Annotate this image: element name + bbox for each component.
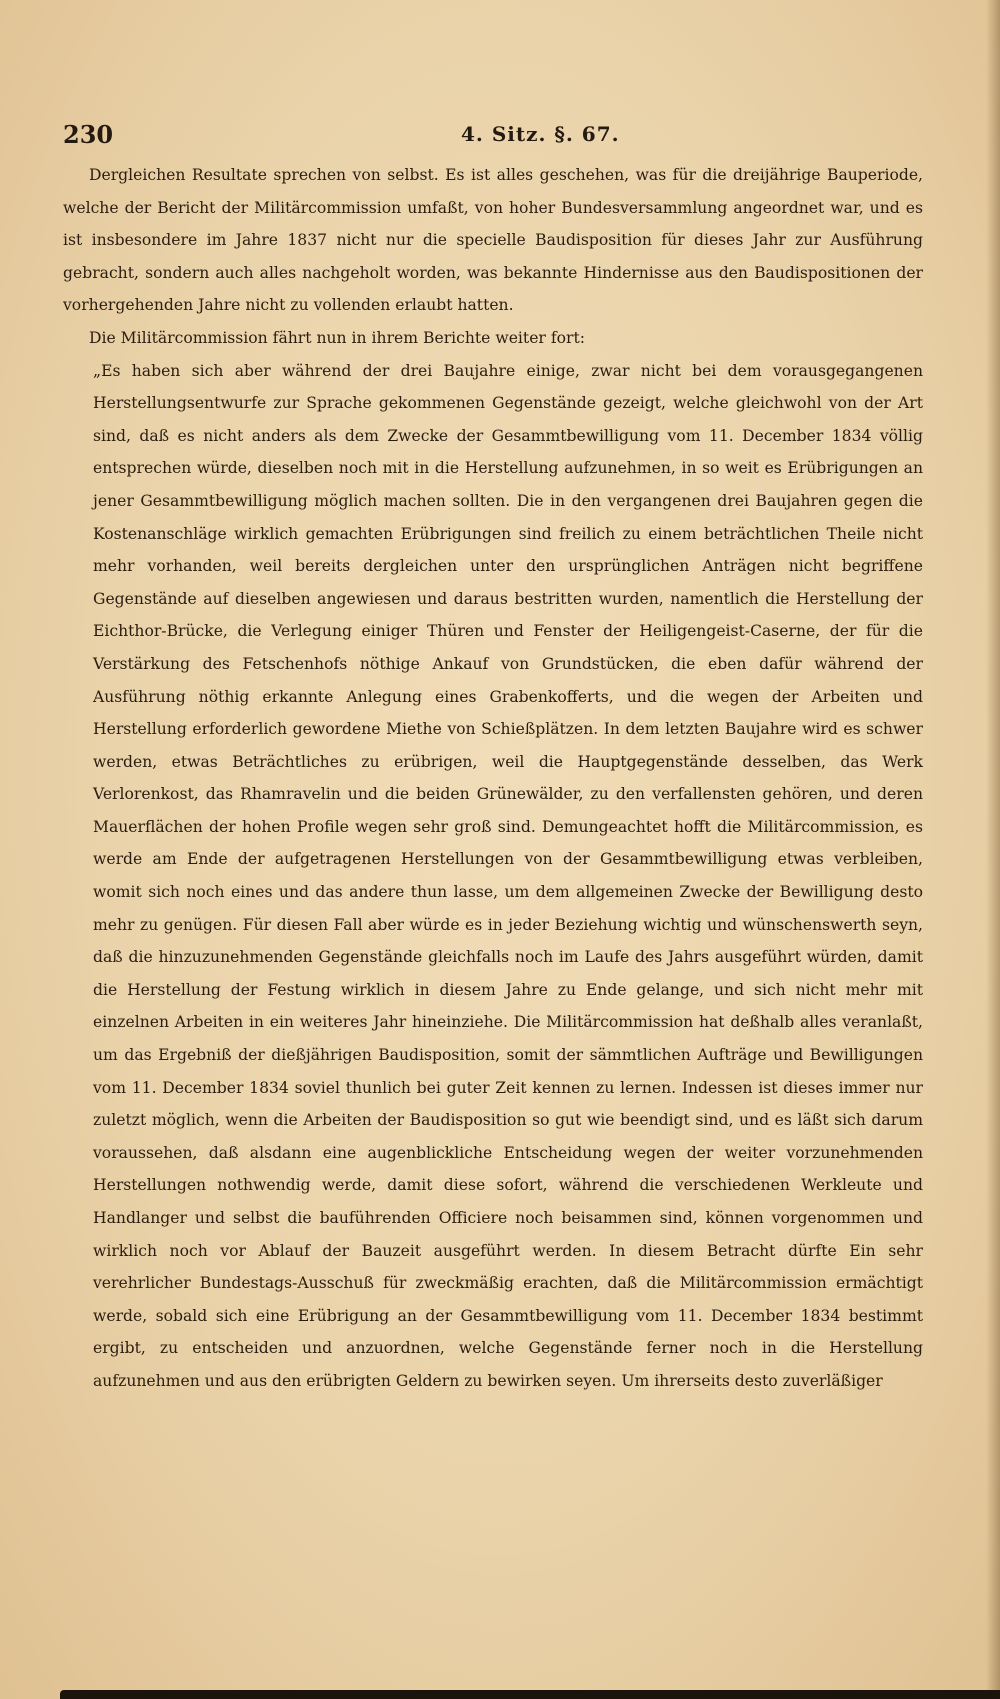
page-edge-shadow <box>60 1690 1000 1699</box>
paragraph: Dergleichen Resultate sprechen von selbst. Es ist alles geschehen, was für die dreijährige Bauperiode, welche der Bericht der Militärcommission umfaßt, von hoher Bundesversammlung angeordnet war, und es ist insbesondere im Jahre 1837 nicht nur die specielle Baudisposition für dieses Jahr zur Ausführung gebracht, sondern auch alles nachgeholt worden, was bekannte Hindernisse aus den Baudispositionen der vorhergehenden Jahre nicht zu vollenden erlaubt hatten. <box>63 166 923 315</box>
paragraph: Die Militärcommission fährt nun in ihrem Berichte weiter fort: <box>89 328 585 347</box>
running-head: 4. Sitz. §. 67. <box>461 122 620 146</box>
page-header <box>63 120 923 154</box>
page-number: 230 <box>63 120 114 149</box>
quoted-report: „Es haben sich aber während der drei Baujahre einige, zwar nicht bei dem vorausgegangenen Herstellungsentwurfe zur Sprache gekommenen Gegenstände gezeigt, welche gleichwohl von der Art sind, daß es nicht anders als dem Zwecke der Gesammtbewilligung vom 11. December 1834 völlig entsprechen würde, dieselben noch mit in die Herstellung aufzunehmen, in so weit es Erübrigungen an jener Gesammtbewilligung möglich machen sollten. Die in den vergangenen drei Baujahren gegen die Kostenanschläge wirklich gemachten Erübrigungen sind freilich zu einem beträchtlichen Theile nicht mehr vorhanden, weil bereits dergleichen unter den ursprünglichen Anträgen nicht begriffene Gegenstände auf dieselben angewiesen und daraus bestritten wurden, namentlich die Herstellung der Eichthor-Brücke, die Verlegung einiger Thüren und Fenster der Heiligengeist-Caserne, der für die Verstärkung des Fetschenhofs nöthige Ankauf von Grundstücken, die eben dafür während der Ausführung nöthig erkannte Anlegung eines Grabenkofferts, und die wegen der Arbeiten und Herstellung erforderlich gewordene Miethe von Schießplätzen. In dem letzten Baujahre wird es schwer werden, etwas Beträchtliches zu erübrigen, weil die Hauptgegenstände desselben, das Werk Verlorenkost, das Rhamravelin und die beiden Grünewälder, zu den verfallensten gehören, und deren Mauerflächen der hohen Profile wegen sehr groß sind. Demungeachtet hofft die Militärcommission, es werde am Ende der aufgetragenen Herstellungen von der Gesammtbewilligung etwas verbleiben, womit sich noch eines und das andere thun lasse, um dem allgemeinen Zwecke der Bewilligung desto mehr zu genügen. Für diesen Fall aber würde es in jeder Beziehung wichtig und wünschenswerth seyn, daß die hinzuzunehmenden Gegenstände gleichfalls noch im Laufe des Jahrs ausgeführt würden, damit die Herstellung der Festung wirklich in diesem Jahre zu Ende gelange, und sich nicht mehr mit einzelnen Arbeiten in ein weiteres Jahr hineinziehe. Die Militärcommission hat deßhalb alles veranlaßt, um das Ergebniß der dießjährigen Baudisposition, somit der sämmtlichen Aufträge und Bewilligungen vom 11. December 1834 soviel thunlich bei guter Zeit kennen zu lernen. Indessen ist dieses immer nur zuletzt möglich, wenn die Arbeiten der Baudisposition so gut wie beendigt sind, und es läßt sich darum voraussehen, daß alsdann eine augenblickliche Entscheidung wegen der weiter vorzunehmenden Herstellungen nothwendig werde, damit diese sofort, während die verschiedenen Werkleute und Handlanger und selbst die bauführenden Officiere noch beisammen sind, können vorgenommen und wirklich noch vor Ablauf der Bauzeit ausgeführt werden. In diesem Betracht dürfte Ein sehr verehrlicher Bundestags-Ausschuß für zweckmäßig erachten, daß die Militärcommission ermächtigt werde, sobald sich eine Erübrigung an der Gesammtbewilligung vom 11. December 1834 bestimmt ergibt, zu entscheiden und anzuordnen, welche Gegenstände ferner noch in die Herstellung aufzunehmen und aus den erübrigten Geldern zu bewirken seyen. Um ihrerseits desto zuverläßiger <box>93 361 923 1390</box>
body-text <box>63 159 923 1398</box>
